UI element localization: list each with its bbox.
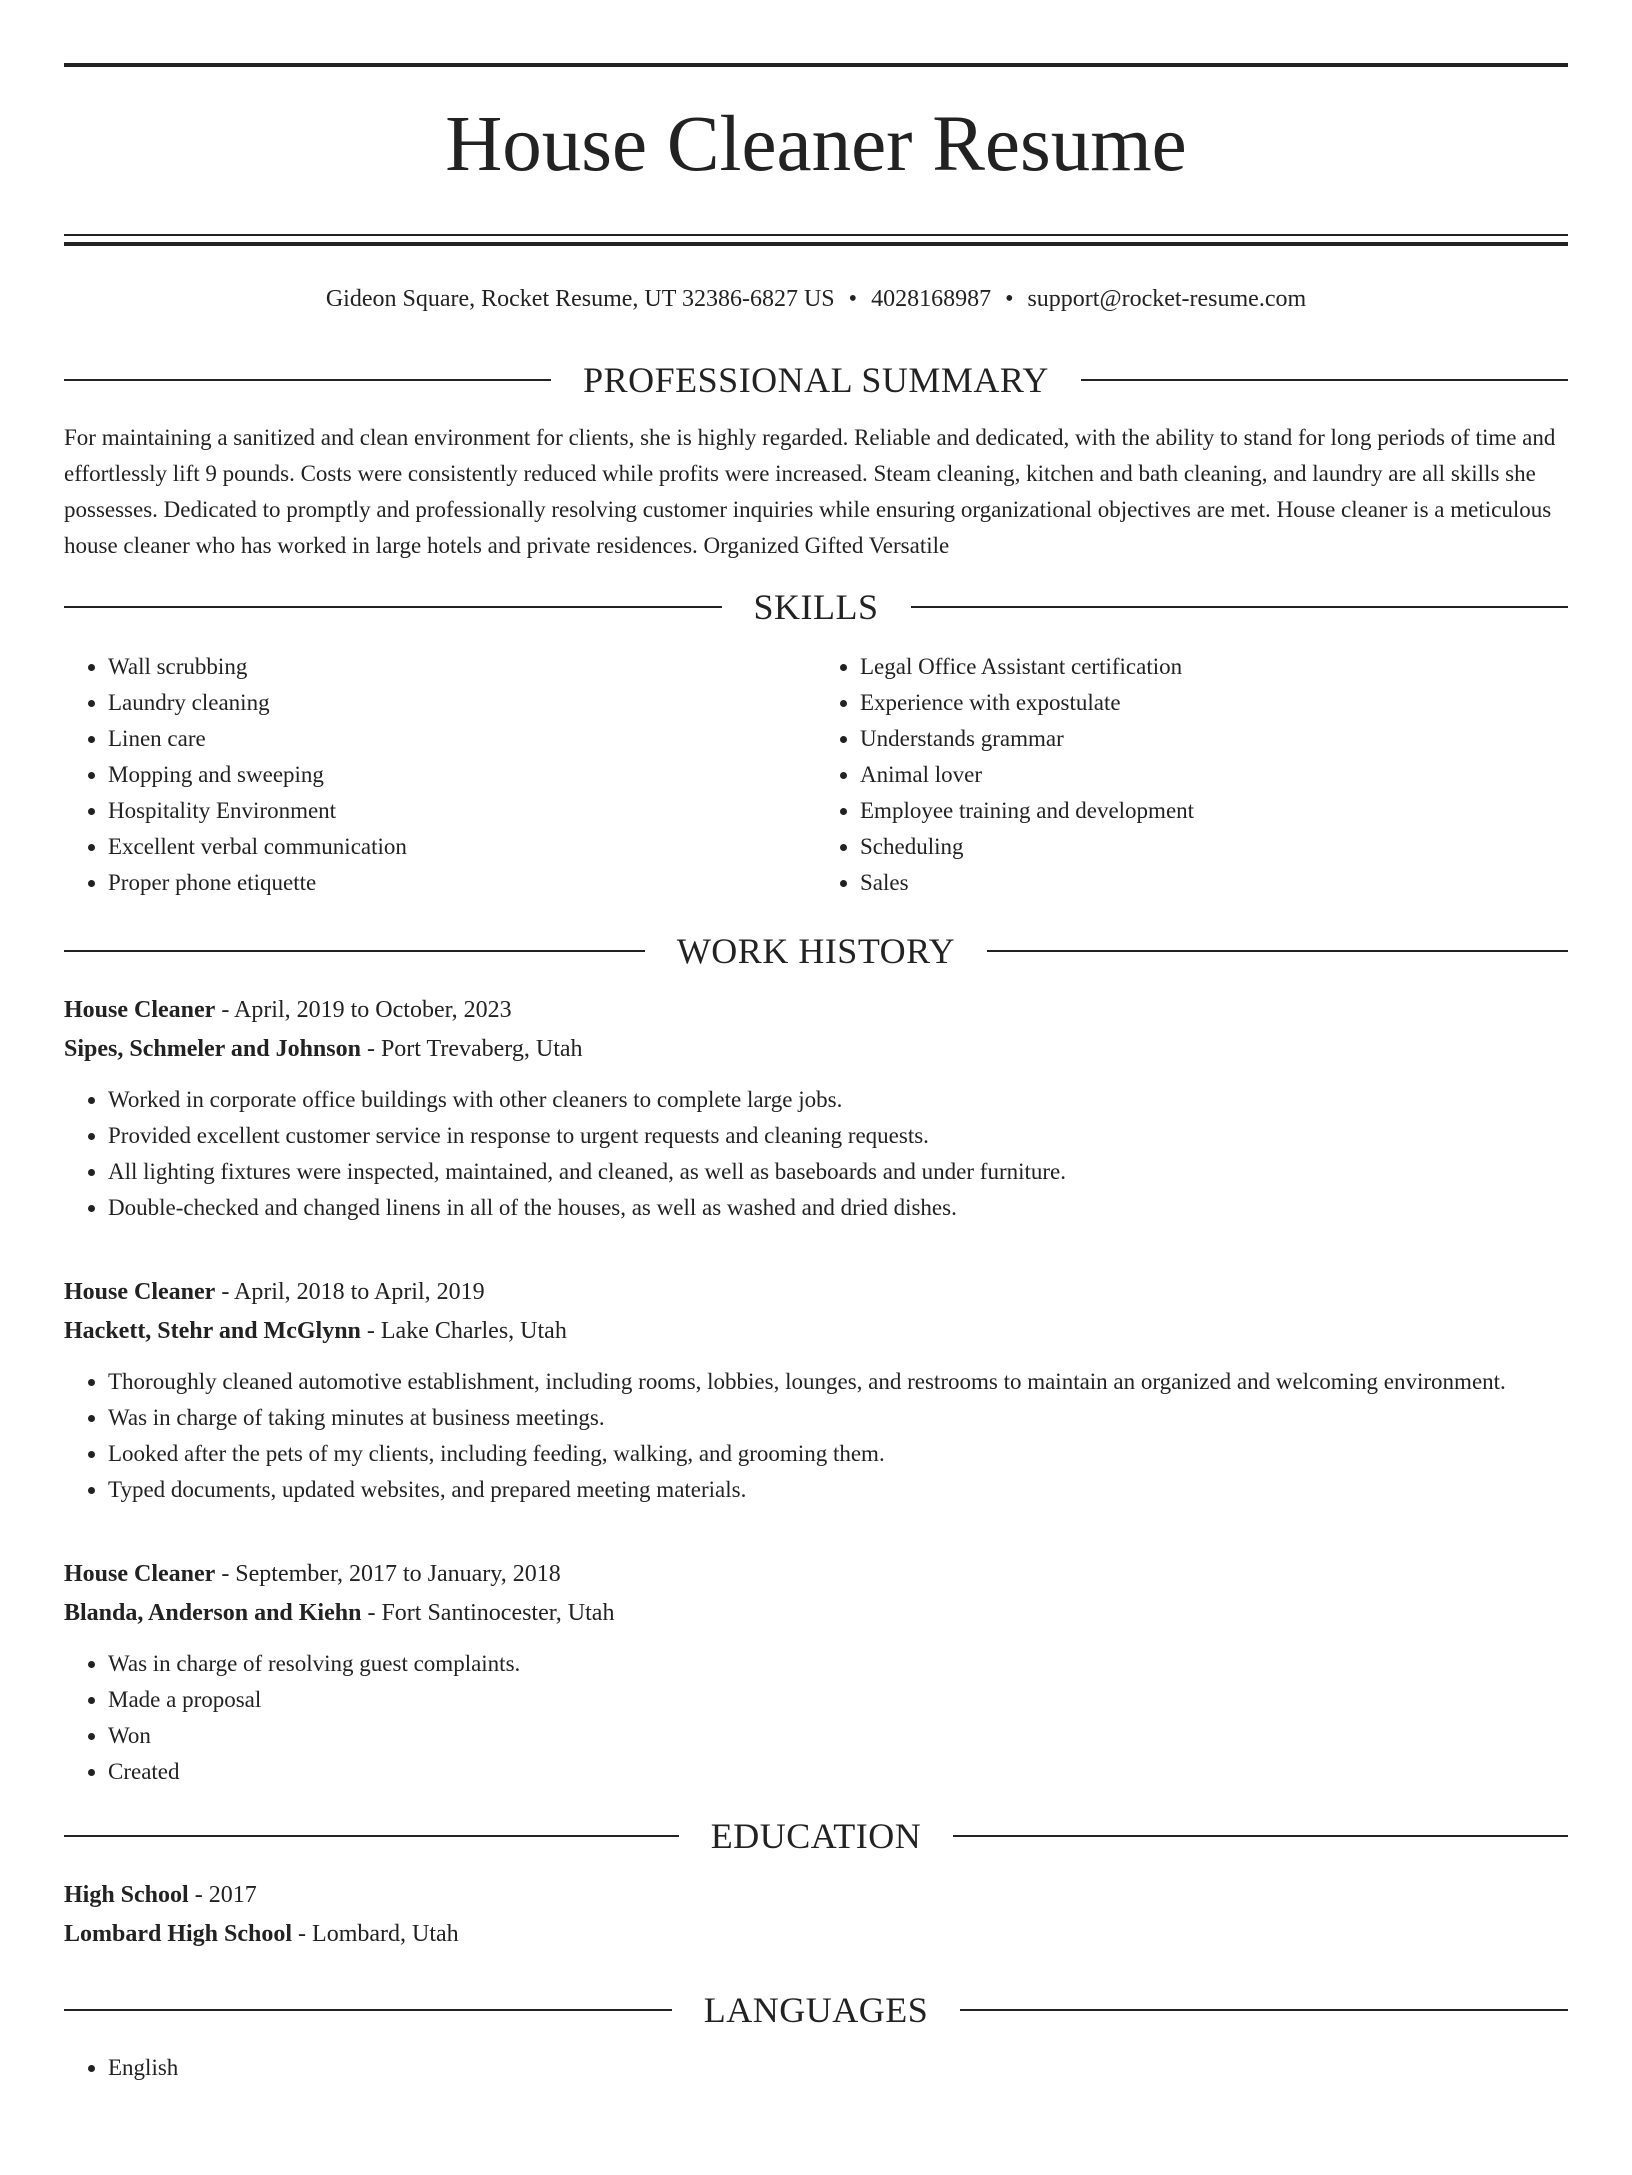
job-company: Hackett, Stehr and McGlynn <box>64 1318 361 1344</box>
summary-heading <box>64 360 1568 400</box>
education-degree: High School <box>64 1882 189 1908</box>
contact-address: Gideon Square, Rocket Resume, UT 32386-6827 US <box>325 286 835 312</box>
skill-item: • Linen care <box>108 721 816 757</box>
job-bullet: • Created <box>108 1754 1568 1790</box>
job-dates: - April, 2019 to October, 2023 <box>215 997 512 1023</box>
title-double-rule <box>64 234 1568 246</box>
divider-line <box>64 606 722 608</box>
job-bullets <box>64 1082 1568 1226</box>
skill-item: • Proper phone etiquette <box>108 865 816 901</box>
education-degree-line <box>64 1876 1568 1915</box>
job-title-line <box>64 991 1568 1030</box>
education-school-line <box>64 1915 1568 1954</box>
job-title-line <box>64 1555 1568 1594</box>
language-item: • English <box>108 2050 1568 2086</box>
divider-line <box>987 950 1568 952</box>
education-heading <box>64 1816 1568 1856</box>
job-location: - Port Trevaberg, Utah <box>360 1036 583 1062</box>
job-company: Sipes, Schmeler and Johnson <box>64 1036 361 1062</box>
skill-item: • Employee training and development <box>860 793 1568 829</box>
skill-item: • Scheduling <box>860 829 1568 865</box>
skill-item: • Animal lover <box>860 757 1568 793</box>
job-bullet: • Was in charge of resolving guest complaints. <box>108 1646 1568 1682</box>
resume-title: House Cleaner Resume <box>445 101 1187 188</box>
languages-block <box>64 2050 1568 2086</box>
contact-line <box>64 284 1568 314</box>
skills-list-left <box>64 649 816 901</box>
contact-email: support@rocket-resume.com <box>1027 286 1307 312</box>
job-title: House Cleaner <box>64 1279 216 1305</box>
divider-line <box>64 2009 672 2011</box>
job-bullet: • All lighting fixtures were inspected, maintained, and cleaned, as well as baseboards and under furniture. <box>108 1154 1568 1190</box>
job-location: - Lake Charles, Utah <box>360 1318 567 1344</box>
divider-line <box>64 1835 679 1837</box>
skill-item: • Understands grammar <box>860 721 1568 757</box>
contact-separator: • <box>1005 286 1014 312</box>
skill-item: • Wall scrubbing <box>108 649 816 685</box>
divider-line <box>64 950 645 952</box>
section-title: SKILLS <box>753 587 879 627</box>
summary-text: For maintaining a sanitized and clean environment for clients, she is highly regarded. Reliable and dedicated, with the ability to stand for long periods of time and effortlessly lift 9 pounds. Costs were consistently reduced while profits were increased. Steam cleaning, kitchen and bath cleaning, and laundry are all skills she possesses. Dedicated to promptly and professionally resolving customer inquiries while ensuring organizational objectives are met. House cleaner is a meticulous house cleaner who has worked in large hotels and private residences. Organized Gifted Versatile <box>64 425 1556 558</box>
skill-item: • Laundry cleaning <box>108 685 816 721</box>
education-year: - 2017 <box>188 1882 257 1908</box>
skill-item: • Mopping and sweeping <box>108 757 816 793</box>
languages-heading <box>64 1990 1568 2030</box>
job-company: Blanda, Anderson and Kiehn <box>64 1600 362 1626</box>
education-location: - Lombard, Utah <box>292 1921 459 1947</box>
contact-phone: 4028168987 <box>871 286 992 312</box>
skill-item: • Sales <box>860 865 1568 901</box>
job-bullet: • Made a proposal <box>108 1682 1568 1718</box>
job-bullet: • Thoroughly cleaned automotive establishment, including rooms, lobbies, lounges, and restrooms to maintain an organized and welcoming environment. <box>108 1364 1568 1400</box>
job-bullet: • Typed documents, updated websites, and prepared meeting materials. <box>108 1472 1568 1508</box>
skill-item: • Legal Office Assistant certification <box>860 649 1568 685</box>
section-title: EDUCATION <box>710 1816 922 1856</box>
divider-line <box>953 1835 1568 1837</box>
job-company-line <box>64 1030 1568 1069</box>
job-dates: - April, 2018 to April, 2019 <box>215 1279 485 1305</box>
resume-page <box>0 63 1632 2086</box>
skill-item: • Experience with expostulate <box>860 685 1568 721</box>
job-bullet: • Looked after the pets of my clients, including feeding, walking, and grooming them. <box>108 1436 1568 1472</box>
divider-line <box>960 2009 1568 2011</box>
job-title: House Cleaner <box>64 1561 216 1587</box>
job-title-line <box>64 1273 1568 1312</box>
divider-line <box>64 379 551 381</box>
section-title: PROFESSIONAL SUMMARY <box>583 360 1049 400</box>
job-location: - Fort Santinocester, Utah <box>361 1600 615 1626</box>
top-rule <box>64 63 1568 67</box>
education-entry <box>64 1876 1568 1954</box>
job-company-line <box>64 1594 1568 1633</box>
skills-list-right <box>816 649 1568 901</box>
job-title: House Cleaner <box>64 997 216 1023</box>
education-school: Lombard High School <box>64 1921 293 1947</box>
contact-separator: • <box>848 286 858 312</box>
job-entry <box>64 991 1568 1226</box>
job-bullets <box>64 1646 1568 1790</box>
languages-list <box>64 2050 1568 2086</box>
job-company-line <box>64 1312 1568 1351</box>
skill-item: • Hospitality Environment <box>108 793 816 829</box>
divider-line <box>1081 379 1568 381</box>
job-entry <box>64 1555 1568 1790</box>
skill-item: • Excellent verbal communication <box>108 829 816 865</box>
job-bullet: • Won <box>108 1718 1568 1754</box>
job-bullet: • Was in charge of taking minutes at business meetings. <box>108 1400 1568 1436</box>
job-bullet: • Double-checked and changed linens in all of the houses, as well as washed and dried dishes. <box>108 1190 1568 1226</box>
job-bullet: • Worked in corporate office buildings with other cleaners to complete large jobs. <box>108 1082 1568 1118</box>
job-entry <box>64 1273 1568 1508</box>
job-bullet: • Provided excellent customer service in response to urgent requests and cleaning requests. <box>108 1118 1568 1154</box>
skills-columns <box>64 649 1568 901</box>
section-title: LANGUAGES <box>703 1990 929 2030</box>
job-bullets <box>64 1364 1568 1508</box>
job-dates: - September, 2017 to January, 2018 <box>215 1561 561 1587</box>
work-heading <box>64 931 1568 971</box>
section-title: WORK HISTORY <box>676 931 956 971</box>
skills-heading <box>64 587 1568 627</box>
divider-line <box>911 606 1569 608</box>
